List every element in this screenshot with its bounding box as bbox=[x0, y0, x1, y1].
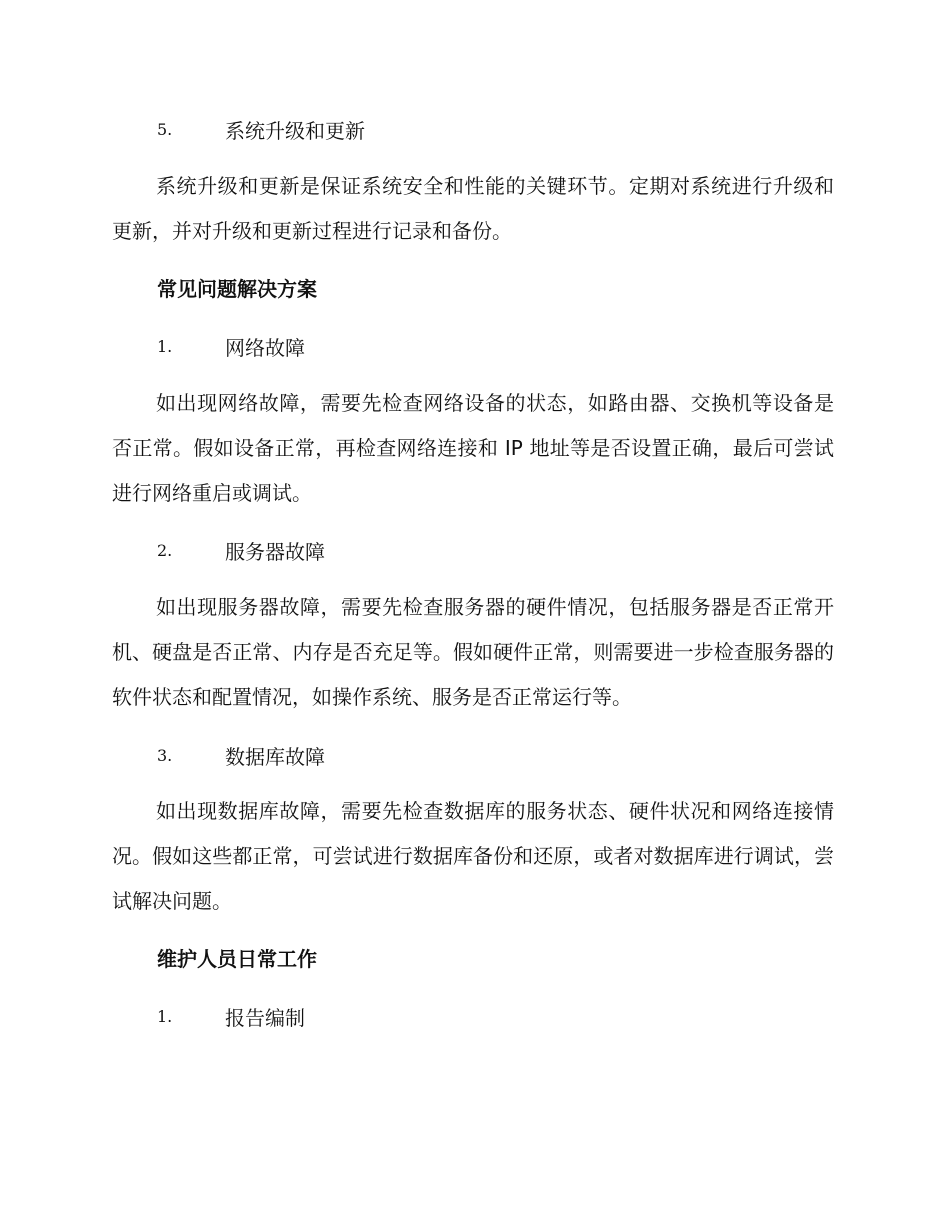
list-item-database-fault bbox=[157, 740, 325, 770]
list-number: 1. bbox=[157, 336, 173, 356]
paragraph-server-fault: 如出现服务器故障，需要先检查服务器的硬件情况，包括服务器是否正常开机、硬盘是否正常、内存是否充足等。假如硬件正常，则需要进一步检查服务器的软件状态和配置情况，如操作系统、服务是否正常运行等。 bbox=[112, 595, 834, 709]
paragraph-network-fault: 如出现网络故障，需要先检查网络设备的状态，如路由器、交换机等设备是否正常。假如设备正常，再检查网络连接和 IP 地址等是否设置正确，最后可尝试进行网络重启或调试。 bbox=[112, 391, 834, 505]
list-number: 1. bbox=[157, 1006, 173, 1026]
list-label: 系统升级和更新 bbox=[225, 118, 365, 143]
list-item-system-upgrade bbox=[157, 114, 365, 144]
list-number: 3. bbox=[157, 745, 173, 765]
paragraph-database-fault: 如出现数据库故障，需要先检查数据库的服务状态、硬件状况和网络连接情况。假如这些都正常，可尝试进行数据库备份和还原，或者对数据库进行调试，尝试解决问题。 bbox=[112, 799, 834, 913]
list-label: 报告编制 bbox=[225, 1005, 305, 1030]
section-heading-daily-work: 维护人员日常工作 bbox=[157, 947, 317, 971]
paragraph-system-upgrade: 系统升级和更新是保证系统安全和性能的关键环节。定期对系统进行升级和更新，并对升级和更新过程进行记录和备份。 bbox=[112, 174, 834, 243]
list-label: 网络故障 bbox=[225, 335, 305, 360]
list-item-report-writing bbox=[157, 1001, 305, 1031]
list-number: 5. bbox=[157, 119, 173, 139]
list-item-server-fault bbox=[157, 535, 325, 565]
section-heading-faq: 常见问题解决方案 bbox=[157, 277, 317, 301]
list-item-network-fault bbox=[157, 331, 305, 361]
list-number: 2. bbox=[157, 540, 173, 560]
list-label: 数据库故障 bbox=[225, 744, 325, 769]
list-label: 服务器故障 bbox=[225, 539, 325, 564]
